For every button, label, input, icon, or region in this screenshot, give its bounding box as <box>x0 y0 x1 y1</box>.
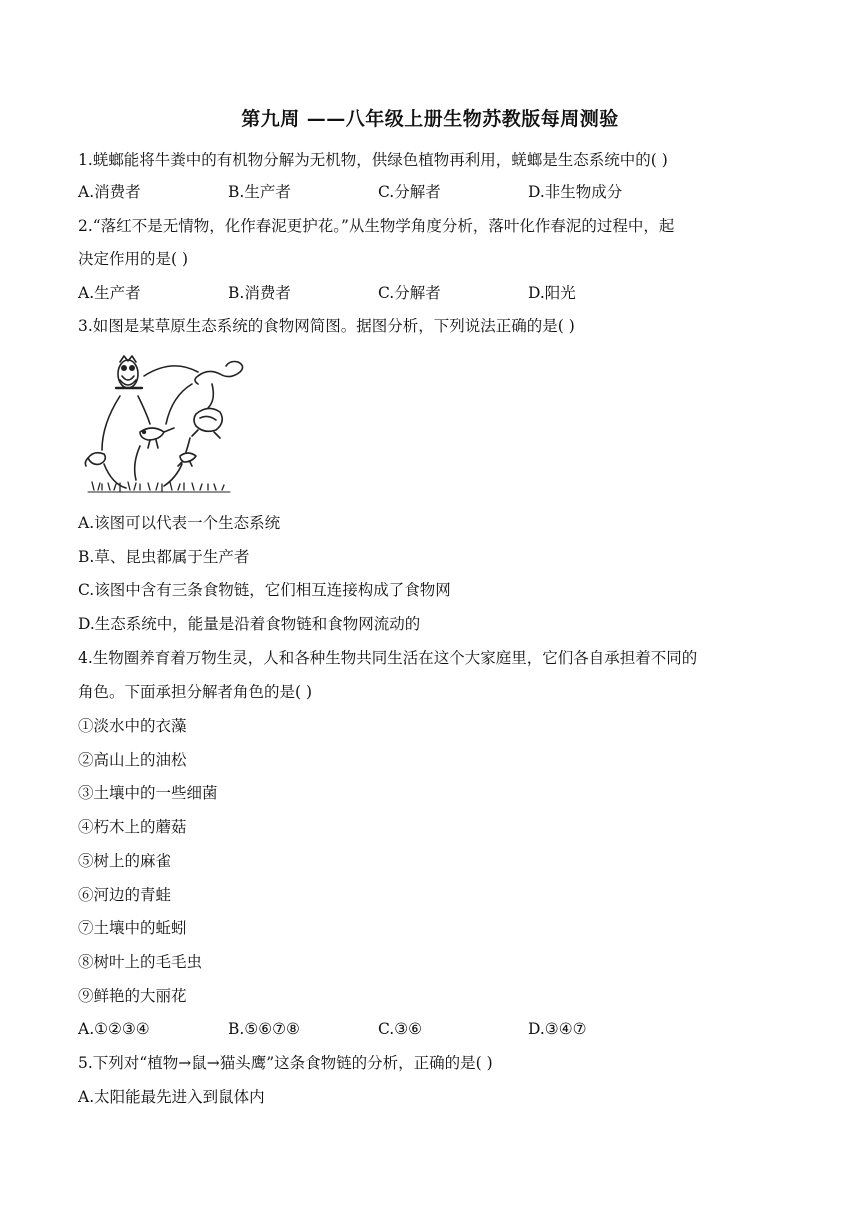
q1-option-c: C.分解者 <box>378 183 441 201</box>
q4-item-1: ①淡水中的衣藻 <box>78 717 187 735</box>
q5-option-a: A.太阳能最先进入到鼠体内 <box>78 1088 265 1106</box>
q3-option-c: C.该图中含有三条食物链，它们相互连接构成了食物网 <box>78 581 451 599</box>
bird-drawing <box>140 428 174 448</box>
q2-option-b: B.消费者 <box>228 284 291 302</box>
food-web-figure <box>80 346 248 504</box>
q4-stem-line1: 4.生物圈养育着万物生灵，人和各种生物共同生活在这个大家庭里，它们各自承担着不同的 <box>78 649 698 667</box>
q5-stem: 5.下列对“植物→鼠→猫头鹰”这条食物链的分析，正确的是( ) <box>78 1054 493 1072</box>
q3-option-a: A.该图可以代表一个生态系统 <box>78 514 281 532</box>
q2-option-c: C.分解者 <box>378 284 441 302</box>
owl-drawing <box>116 356 142 388</box>
q4-item-2: ②高山上的油松 <box>78 751 187 769</box>
q1-option-a: A.消费者 <box>78 183 141 201</box>
snake-drawing <box>195 362 243 385</box>
q2-stem-line2: 决定作用的是( ) <box>78 250 189 268</box>
mouse-drawing <box>85 453 105 466</box>
page-title: 第九周 ——八年级上册生物苏教版每周测验 <box>241 108 619 130</box>
frog-drawing <box>192 408 222 438</box>
q3-option-b: B.草、昆虫都属于生产者 <box>78 548 250 566</box>
q4-item-9: ⑨鲜艳的大丽花 <box>78 987 187 1005</box>
q4-option-b: B.⑤⑥⑦⑧ <box>228 1020 300 1038</box>
q2-option-a: A.生产者 <box>78 284 141 302</box>
grass-drawing <box>88 482 230 492</box>
q4-option-c: C.③⑥ <box>378 1020 423 1038</box>
q2-option-d: D.阳光 <box>528 284 576 302</box>
q1-option-d: D.非生物成分 <box>528 183 623 201</box>
q1-stem: 1.蜣螂能将牛粪中的有机物分解为无机物，供绿色植物再利用，蜣螂是生态系统中的( ) <box>78 151 668 169</box>
insect-drawing <box>178 453 196 466</box>
q4-option-d: D.③④⑦ <box>528 1020 587 1038</box>
q4-stem-line2: 角色。下面承担分解者角色的是( ) <box>78 683 313 701</box>
q4-item-5: ⑤树上的麻雀 <box>78 852 172 870</box>
q1-option-b: B.生产者 <box>228 183 291 201</box>
q4-item-6: ⑥河边的青蛙 <box>78 886 172 904</box>
q4-item-4: ④朽木上的蘑菇 <box>78 818 187 836</box>
q3-option-d: D.生态系统中，能量是沿着食物链和食物网流动的 <box>78 615 421 633</box>
q4-item-3: ③土壤中的一些细菌 <box>78 784 218 802</box>
q4-item-7: ⑦土壤中的蚯蚓 <box>78 919 187 937</box>
q3-stem: 3.如图是某草原生态系统的食物网简图。据图分析，下列说法正确的是( ) <box>78 317 575 335</box>
q4-option-a: A.①②③④ <box>78 1020 150 1038</box>
q4-item-8: ⑧树叶上的毛毛虫 <box>78 953 203 971</box>
q2-stem-line1: 2.“落红不是无情物，化作春泥更护花。”从生物学角度分析，落叶化作春泥的过程中，起 <box>78 217 675 235</box>
